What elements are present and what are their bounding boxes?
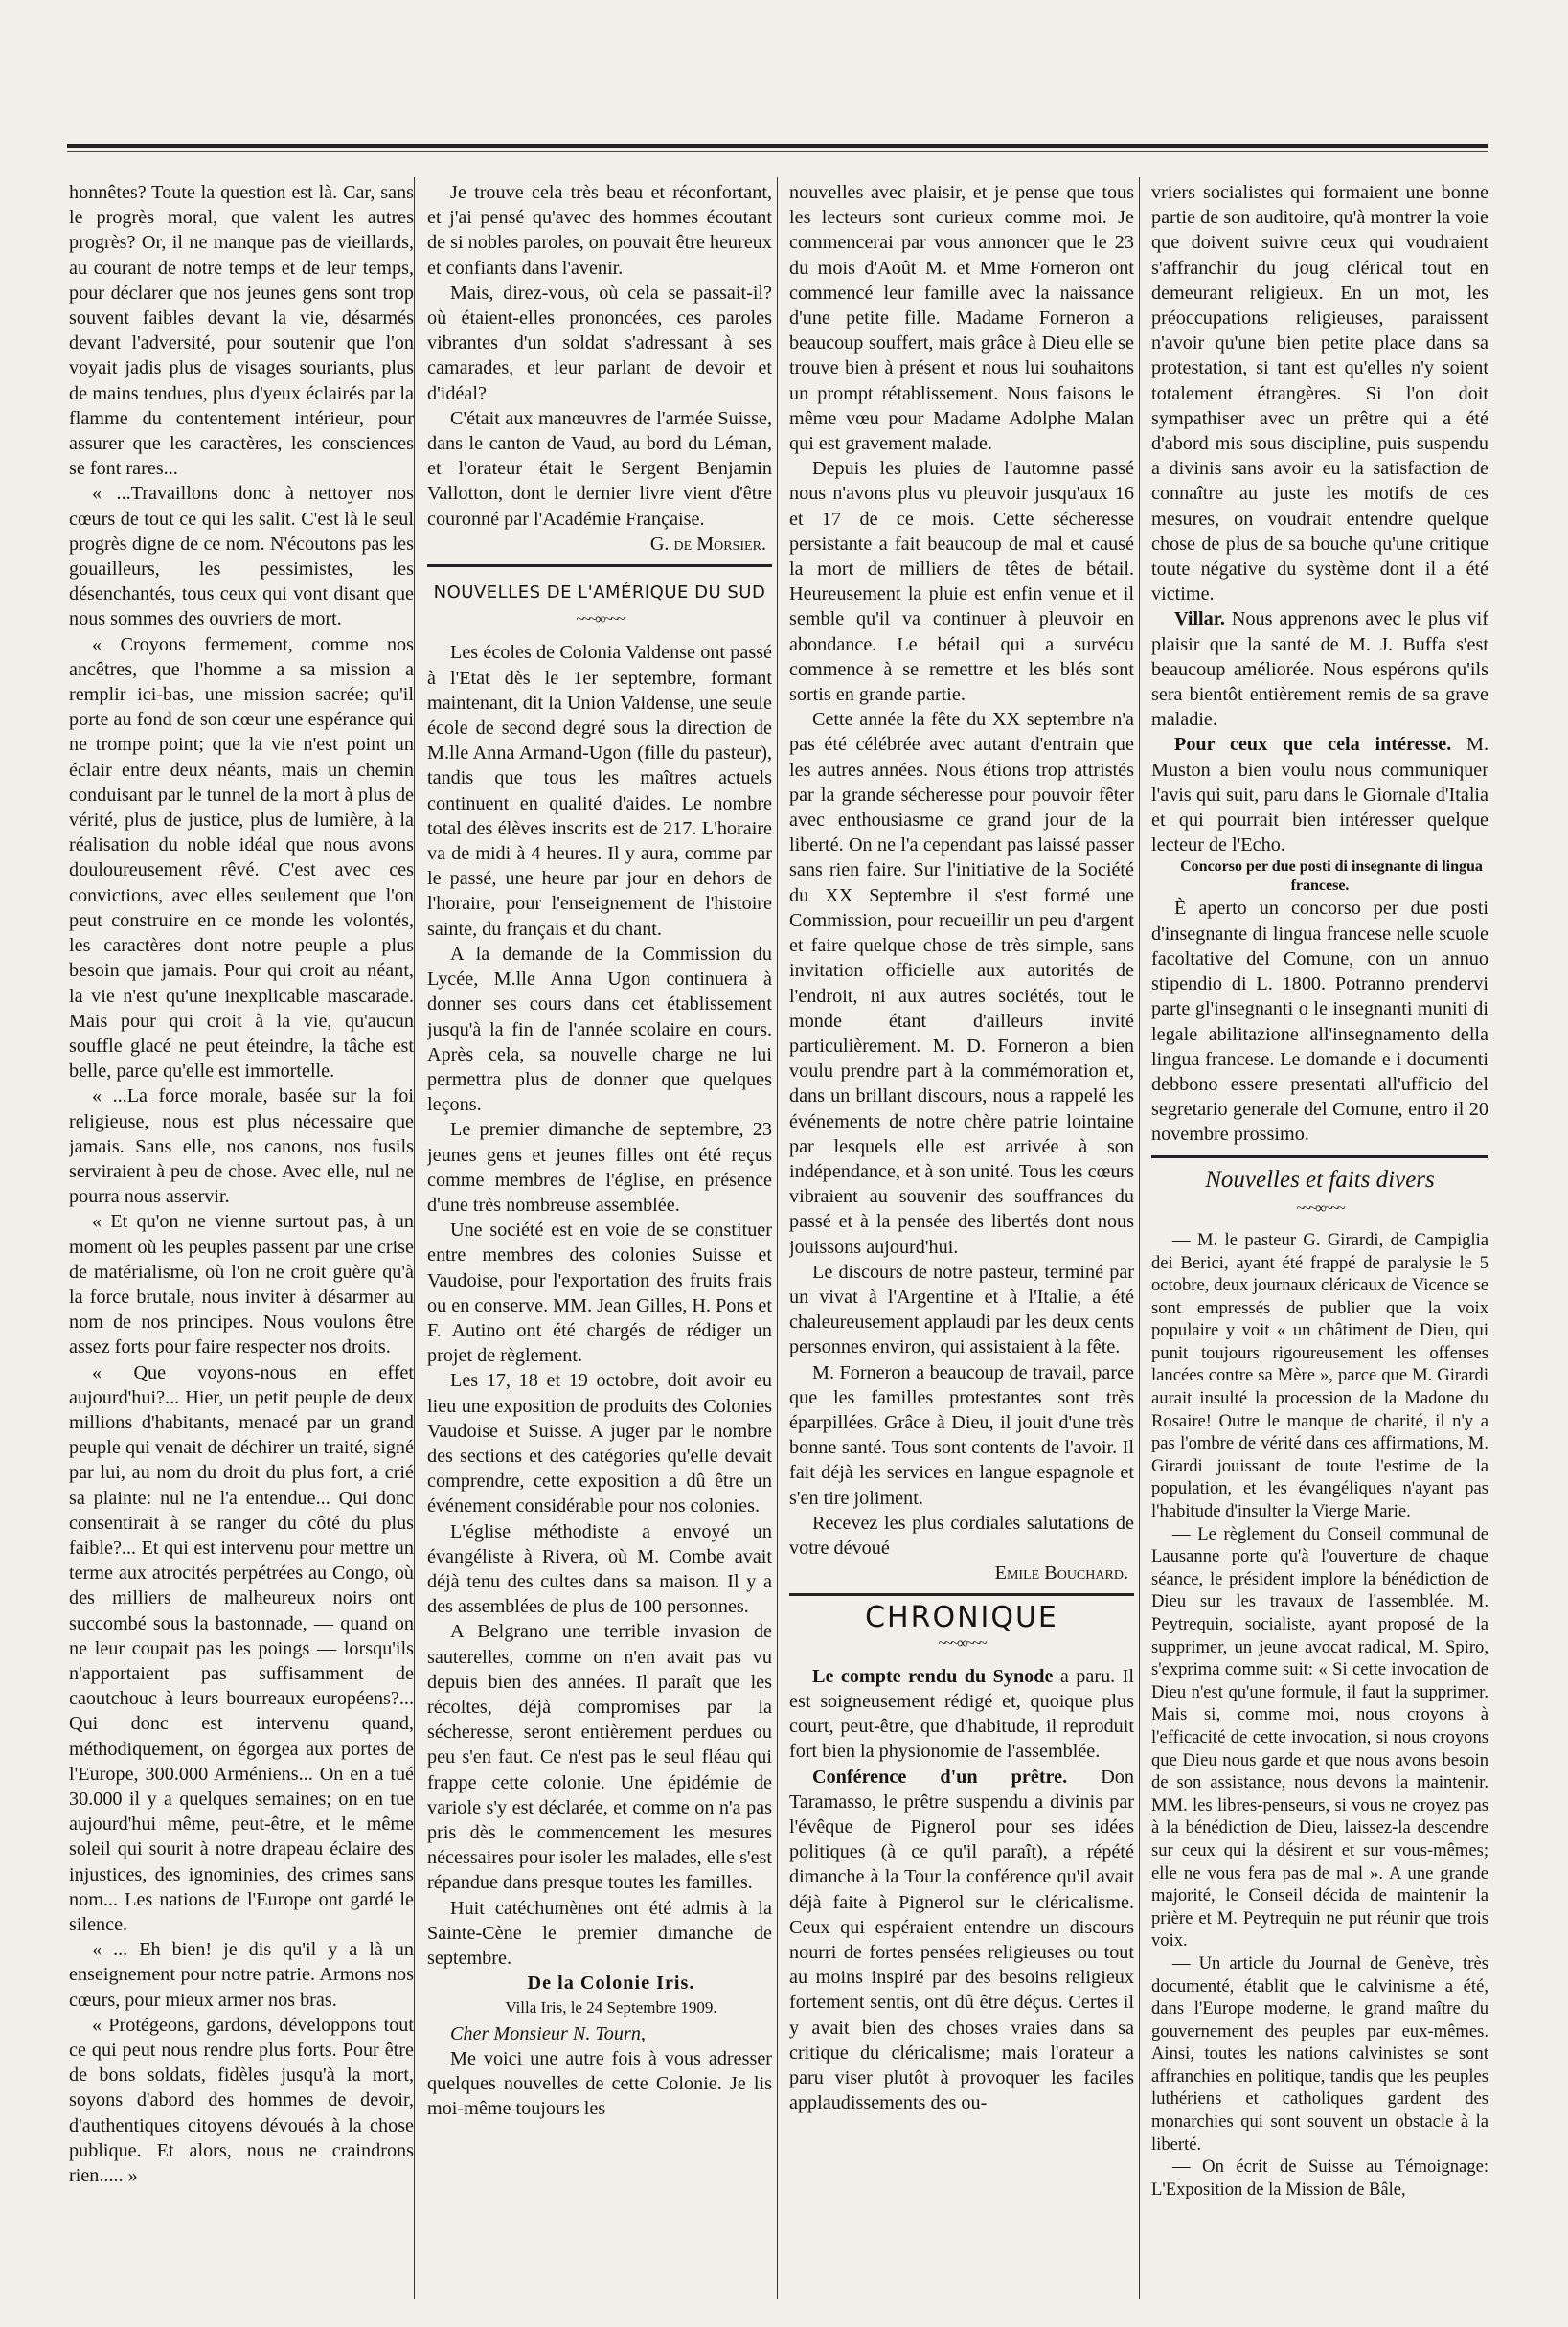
paragraph: Mais, direz-vous, où cela se passait-il? où étaient-elles prononcées, ces paroles vibrantes d'un soldat s'adressant à ses camarades, et leur parlant de devoir et d'idéal? bbox=[427, 282, 772, 404]
paragraph: È aperto un concorso per due posti d'insegnante di lingua francese nelle scuole facoltative del Comune, con un annuo stipendio di L. 1800. Potranno prendervi parte gl'insegnanti o le insegnanti muniti di legale abilitazione all'insegnamento della lingua francese. Le domande e i documenti debbono essere presentati all'ufficio del segretario generale del Comune, entro il 20 novembre prossimo. bbox=[1151, 898, 1488, 1146]
section-rule bbox=[427, 564, 772, 567]
section-rule bbox=[1151, 1155, 1488, 1158]
section-rule bbox=[789, 1593, 1134, 1596]
ornament-icon: ~~~∞~~~ bbox=[938, 1634, 986, 1652]
section-title: Nouvelles et faits divers bbox=[1205, 1166, 1435, 1193]
column-3 bbox=[789, 180, 1134, 2297]
paragraph: vriers socialistes qui formaient une bonne partie de son auditoire, qu'à montrer la voie que doivent suivre ceux qui voudraient s'affranchir du joug clérical tout en demeurant religieux. En un mot, les préoccupations religieuses, paraissent n'avoir qu'une bien petite place dans sa protestation, si tant est qu'elles n'y soient totalement étrangères. Si l'on doit sympathiser avec un prêtre qui a été d'abord mis sous discipline, puis suspendu a divinis sans avoir eu la satisfaction de connaître au juste les motifs de ces mesures, on voudrait entendre quelque chose de plus de sa bouche qu'une critique toute négative du système dont il a été victime. bbox=[1151, 182, 1488, 605]
signature: Emile Bouchard. bbox=[994, 1563, 1128, 1585]
news-lead: Le compte rendu du Synode bbox=[812, 1665, 1054, 1687]
news-lead: Villar. bbox=[1174, 608, 1225, 630]
paragraph: « Protégeons, gardons, développons tout ce qui peut nous rendre plus forts. Pour être de bons soldats, fidèles jusqu'à la mort, soyons d'abord des hommes de devoir, d'authentiques citoyens dévoués à la chose publique. Et alors, nous ne craindrons rien..... » bbox=[69, 2014, 414, 2187]
column-separator bbox=[414, 177, 415, 2299]
news-lead: Conférence d'un prêtre. bbox=[812, 1766, 1068, 1788]
paragraph: Cette année la fête du XX septembre n'a pas été célébrée avec autant d'entrain que les autres années. Nous étions trop attristés par la grande sécheresse pour pouvoir fêter avec enthousiasme ce grand jour de la liberté. On ne l'a cependant pas laissé passer sans rien faire. Sur l'initiative de la Société du XX Septembre il s'est formé une Commission, pour recueillir un peu d'argent et faire quelque chose de très simple, sans invitation officielle aux autorités de l'endroit, ni aux autres sociétés, tout le monde étant d'ailleurs invité particulièrement. M. D. Forneron a bien voulu prendre part à la commémoration et, dans un brillant discours, nous a rappelé les événements de notre chère patrie lointaine par lesquels elle est arrivée à son indépendance, et à son unité. Tous les cœurs vibraient au souvenir des souffrances du passé et à la pensée des libertés dont nous jouissons aujourd'hui. bbox=[789, 709, 1134, 1258]
paragraph: Je trouve cela très beau et réconfortant, et j'ai pensé qu'avec des hommes écoutant de si nobles paroles, on pouvait être heureux et confiants dans l'avenir. bbox=[427, 182, 772, 279]
paragraph: C'était aux manœuvres de l'armée Suisse, dans le canton de Vaud, au bord du Léman, et l'orateur était le Sergent Benjamin Vallotton, dont le dernier livre vient d'être couronné par l'Académie Française. bbox=[427, 407, 772, 530]
column-1 bbox=[69, 180, 414, 2297]
paragraph: « Et qu'on ne vienne surtout pas, à un moment où les peuples passent par une crise de matérialisme, où l'on ne croit guère qu'à la force brutale, nous inviter à désarmer au nom de nos principes. Nous voulons être assez forts pour faire respecter nos droits. bbox=[69, 1211, 414, 1358]
paragraph: L'église méthodiste a envoyé un évangéliste à Rivera, où M. Combe avait déjà tenu des cultes dans sa maison. Il y a des assemblées de plus de 100 personnes. bbox=[427, 1520, 772, 1618]
news-item: — Le règlement du Conseil communal de Lausanne porte qu'à l'ouverture de chaque séance, le président implore la bénédiction de Dieu sur les travaux de l'assemblée. M. Peytrequin, socialiste, ayant proposé de la supprimer, un jeune avocat radical, M. Spiro, s'exprima comme suit: « Si cette invocation de Dieu n'est qu'une formule, il faut la supprimer. Mais si, comme moi, nous croyons à l'efficacité de cette invocation, si nous croyons que Dieu nous garde et que nous avons besoin de son assistance, nous devons la maintenir. MM. les libres-penseurs, si vous ne croyez pas à la bénédiction de Dieu, laissez-la descendre sur ceux qui la désirent et sur vous-mêmes; elle ne vous fera pas de mal ». A une grande majorité, le Conseil décida de maintenir la prière et M. Peytrequin ne put réunir que trois voix. bbox=[1151, 1523, 1488, 1951]
paragraph: « ... Eh bien! je dis qu'il y a là un enseignement pour notre patrie. Armons nos cœurs, pour mieux armer nos bras. bbox=[69, 1939, 414, 2011]
colony-title: De la Colonie Iris. bbox=[527, 1973, 695, 1995]
news-list bbox=[1151, 1229, 1488, 2202]
paragraph: Me voici une autre fois à vous adresser quelques nouvelles de cette Colonie. Je lis moi-même toujours les bbox=[427, 2047, 772, 2120]
header-rule-thin bbox=[67, 151, 1488, 152]
paragraph: Une société est en voie de se constituer entre membres des colonies Suisse et Vaudoise, pour l'exportation des fruits frais ou en conserve. MM. Jean Gilles, H. Pons et F. Autino ont été chargés de rédiger un projet de règlement. bbox=[427, 1220, 772, 1367]
news-lead: Pour ceux que cela intéresse. bbox=[1174, 734, 1452, 756]
news-item bbox=[789, 1664, 1134, 1765]
paragraph: Recevez les plus cordiales salutations de votre dévoué bbox=[789, 1512, 1134, 1559]
paragraph: Depuis les pluies de l'automne passé nous n'avons plus vu pleuvoir jusqu'aux 16 et 17 de ce mois. Cette sécheresse persistante a fait beaucoup de mal et causé la mort de milliers de têtes de bétail. Heureusement la pluie est enfin venue et il semble qu'il va continuer à pleuvoir en abondance. Le bétail qui a survécu commence à se remettre et les blés sont sortis en grande partie. bbox=[789, 458, 1134, 706]
ornament-icon: ~~~∞~~~ bbox=[576, 611, 624, 628]
concorso-title: Concorso per due posti di insegnante di lingua francese. bbox=[1180, 858, 1483, 895]
news-item bbox=[1151, 606, 1488, 732]
column-4 bbox=[1151, 180, 1488, 2297]
dateline: Villa Iris, le 24 Septembre 1909. bbox=[505, 1998, 717, 2018]
header-rule bbox=[67, 144, 1488, 148]
salutation: Cher Monsieur N. Tourn, bbox=[450, 2022, 646, 2044]
paragraph: « ...La force morale, basée sur la foi religieuse, nous est plus nécessaire que jamais. Sans elle, nos canons, nos fusils serviraient à peu de chose. Avec elle, nul ne pourra nous asservir. bbox=[69, 1085, 414, 1208]
paragraph: Les 17, 18 et 19 octobre, doit avoir eu lieu une exposition de produits des Colonies Vaudoise et Suisse. A juger par le nombre des sections et des catégories qu'elle devait comprendre, cette exposition a dû être un événement considérable pour nos colonies. bbox=[427, 1370, 772, 1517]
news-text: Nous apprenons avec le plus vif plaisir que la santé de M. J. Buffa s'est beaucoup améliorée. Nous espérons qu'ils sera bientôt entièrement remis de sa grave maladie. bbox=[1151, 608, 1488, 731]
paragraph: honnêtes? Toute la question est là. Car, sans le progrès moral, que valent les autres progrès? Or, il ne manque pas de vieillards, au courant de notre temps et de leur temps, pour déclarer que nos jeunes gens sont trop souvent faibles devant la vie, désarmés devant l'adversité, pour soutenir que l'on voyait jadis plus de visages souriants, plus de mains tendues, plus d'yeux éclairés par la flamme du contentement intérieur, pour assurer que les caractères, les consciences se font rares... bbox=[69, 182, 414, 480]
paragraph: M. Forneron a beaucoup de travail, parce que les familles protestantes sont très éparpillées. Grâce à Dieu, il jouit d'une très bonne santé. Tous sont contents de l'avoir. Il fait déjà les services en langue espagnole et s'en tire joliment. bbox=[789, 1361, 1134, 1509]
paragraph: « Que voyons-nous en effet aujourd'hui?... Hier, un petit peuple de deux millions d'habitants, menacé par un grand peuple qui venait de déchirer un traité, signé par lui, au nom du droit du plus fort, a crié sa plainte: nul ne l'a entendue... Qui donc consentirait à se ranger du côté du plus faible?... Et qui est intervenu pour mettre un terme aux atrocités perpétrées au Congo, où des milliers de malheureux noirs ont succombé sous la bastonnade, — quand on ne leur coupait pas les poings — lorsqu'ils n'apportaient pas suffisamment de caoutchouc à leurs bourreaux européens?... Qui donc est intervenu quand, méthodiquement, on égorgea aux portes de l'Europe, 300.000 Arméniens... On en a tué 30.000 il y a quelques semaines; on en tue aujourd'hui même, peut-être, et le même soleil qui sourit à notre drapeau éclaire des injustices, des ignominies, des crimes sans nom... Les nations de l'Europe ont gardé le silence. bbox=[69, 1361, 414, 1936]
paragraph: A Belgrano une terrible invasion de sauterelles, comme on n'en avait pas vu depuis bien des années. Il paraît que les récoltes, déjà compromises par la sécheresse, seront entièrement perdues ou peu s'en faut. Ce n'est pas le seul fléau qui frappe cette colonie. Une épidémie de variole s'y est déclarée, et comme on n'a pas pris dès le commencement les mesures nécessaires pour isoler les malades, elle s'est répandue dans presque toutes les familles. bbox=[427, 1621, 772, 1894]
news-text: a paru. Il est soigneusement rédigé et, quoique plus court, peut-être, que d'habitude, il reproduit fort bien la physionomie de l'assemblée. bbox=[789, 1665, 1134, 1763]
ornament-icon: ~~~∞~~~ bbox=[1296, 1199, 1344, 1217]
paragraph: « ...Travaillons donc à nettoyer nos cœurs de tout ce qui les salit. C'est là le seul progrès digne de ce nom. N'écoutons pas les gouailleurs, les pessimistes, les désenchantés, tous ceux qui vont disant que nous sommes des ouvriers de mort. bbox=[69, 483, 414, 630]
paragraph: Les écoles de Colonia Valdense ont passé à l'Etat dès le 1er septembre, formant maintenant, dit la Union Valdense, une seule école de second degré sous la direction de M.lle Anna Armand-Ugon (fille du pasteur), tandis que tous les maîtres actuels continuent en qualité d'aides. Le nombre total des élèves inscrits est de 217. L'horaire va de midi à 4 heures. Il y aura, comme par le passé, une heure par jour en dehors de l'horaire, pour l'enseignement de l'histoire sainte, du français et du chant. bbox=[427, 642, 772, 940]
news-item bbox=[789, 1765, 1134, 2116]
news-text: M. Muston a bien voulu nous communiquer l'avis qui suit, paru dans le Giornale d'Italia et qui pourrait bien intéresser quelque lecteur de l'Echo. bbox=[1151, 734, 1488, 856]
section-title: CHRONIQUE bbox=[865, 1601, 1058, 1635]
news-item: — M. le pasteur G. Girardi, de Campiglia dei Berici, ayant été frappé de paralysie le 5 octobre, deux journaux cléricaux de Vicence se sont empressés de publier que la voix populaire y voit « un châtiment de Dieu, qui punit toujours rigoureusement les offenses lancées contre sa Mère », parce que M. Girardi aurait insulté la procession de la Madone du Rosaire! Outre le manque de charité, il n'y a pas l'ombre de vérité dans ces affirmations, M. Girardi jouissant de toute l'estime de la population, et les évangéliques n'ayant pas l'habitude d'insulter la Vierge Marie. bbox=[1151, 1229, 1488, 1522]
news-item: — On écrit de Suisse au Témoignage: L'Exposition de la Mission de Bâle, bbox=[1151, 2156, 1488, 2200]
column-2 bbox=[427, 180, 772, 2297]
news-item: — Un article du Journal de Genève, très documenté, établit que le calvinisme a été, dans l'Europe moderne, le grand maître du gouvernement des peuples par eux-mêmes. Ainsi, toutes les nations calvinistes se sont affranchies en politique, tandis que les peuples luthériens et catholiques gardent des monarchies qui sont souvent un obstacle à la liberté. bbox=[1151, 1952, 1488, 2155]
section-title: NOUVELLES DE L'AMÉRIQUE DU SUD bbox=[433, 582, 766, 604]
news-item bbox=[1151, 732, 1488, 857]
paragraph: Le premier dimanche de septembre, 23 jeunes gens et jeunes filles ont été reçus comme membres de l'église, en présence d'une très nombreuse assemblée. bbox=[427, 1119, 772, 1216]
column-separator bbox=[1139, 177, 1140, 2299]
paragraph: A la demande de la Commission du Lycée, M.lle Anna Ugon continuera à donner ses cours dans cet établissement jusqu'à la fin de l'année scolaire en cours. Après cela, sa nouvelle charge ne lui permettra plus de donner que quelques leçons. bbox=[427, 943, 772, 1116]
paragraph: Le discours de notre pasteur, terminé par un vivat à l'Argentine et à l'Italie, a été chaleureusement applaudi par les deux cents personnes environ, qui assistaient à la fête. bbox=[789, 1261, 1134, 1358]
news-text: Don Taramasso, le prêtre suspendu a divinis par l'évêque de Pignerol pour ses idées politiques (à ce qu'il paraît), a répété dimanche à la Tour la conférence qu'il avait déjà faite à Pignerol sur le cléricalisme. Ceux qui espéraient entendre un discours nourri de fortes pensées religieuses ou tout au moins inspiré par des besoins religieux fortement sentis, ont dû être déçus. Certes il y avait bien des choses vraies dans sa critique du cléricalisme; mais l'orateur a paru viser plutôt à provoquer les faciles applaudissements des ou- bbox=[789, 1766, 1134, 2114]
paragraph: « Croyons fermement, comme nos ancêtres, que l'homme a sa mission a remplir ici-bas, une mission sacrée; qu'il porte au fond de son cœur une espérance qui ne trompe point; que la vie n'est point un éclair entre deux néants, mais un chemin conduisant par le tunnel de la mort à plus de vérité, plus de justice, plus de lumière, à la réalisation du noble idéal que nous avons douloureusement rêvé. C'est avec ces convictions, avec elles seulement que l'on peut construire en ce monde les volontés, les caractères dont notre peuple a plus besoin que jamais. Pour qui croit au néant, la vie n'est qu'une inexplicable mascarade. Mais pour qui croit à la vie, qu'aucun souffle glacé ne peut éteindre, la tâche est belle, parce qu'elle est immortelle. bbox=[69, 633, 414, 1083]
signature: G. de Morsier. bbox=[649, 533, 766, 555]
paragraph: nouvelles avec plaisir, et je pense que tous les lecteurs sont curieux comme moi. Je commencerai par vous annoncer que le 23 du mois d'Août M. et Mme Forneron ont commencé leur famille avec la naissance d'une petite fille. Madame Forneron a beaucoup souffert, mais grâce à Dieu elle se trouve bien à présent et nous lui souhaitons un prompt rétablissement. Nous faisons le même vœu pour Madame Adolphe Malan qui est gravement malade. bbox=[789, 182, 1134, 455]
column-separator bbox=[777, 177, 778, 2299]
paragraph: Huit catéchumènes ont été admis à la Sainte-Cène le premier dimanche de septembre. bbox=[427, 1897, 772, 1970]
